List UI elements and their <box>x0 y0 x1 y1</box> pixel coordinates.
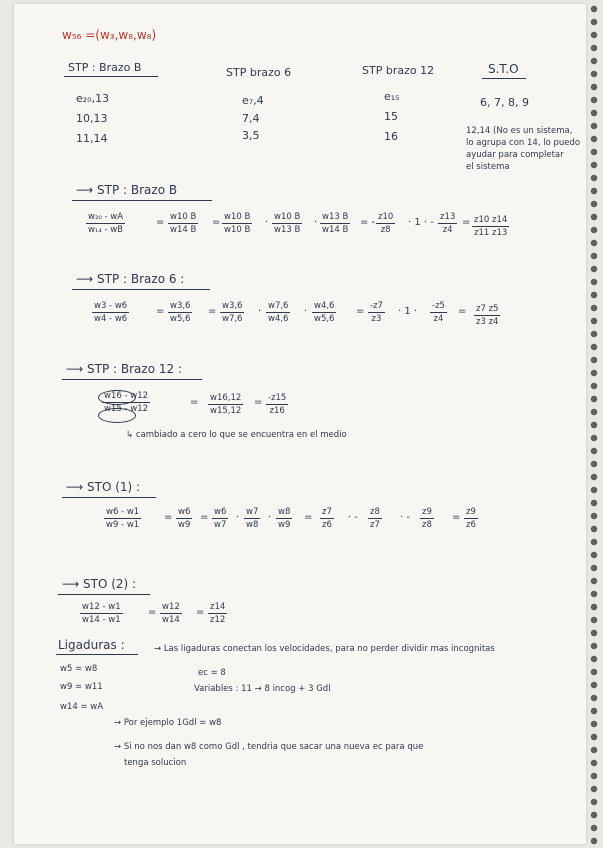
fraction: $\frac{z9}{z6}$ <box>466 507 476 530</box>
fraction: $\frac{w10 B}{w13 B}$ <box>274 212 301 235</box>
ligadura-item: w5 = w8 <box>60 664 98 674</box>
fraction: $\frac{w13 B}{w14 B}$ <box>322 212 349 235</box>
fraction: $\frac{w12 - w1}{w14 - w1}$ <box>82 602 121 625</box>
ligaduras-ec: ec = 8 <box>198 668 226 678</box>
underline <box>72 200 212 201</box>
ligadura-item: w9 = w11 <box>60 682 103 692</box>
ligaduras-arrow-text: → Las ligaduras conectan los velocidades, para no perder dividir mas incognitas <box>154 644 495 654</box>
notebook-page: w₅₆ =(w₃,w₈,w₈) STP : Brazo B STP brazo 6 STP brazo 12 S.T.O e₂₀,13 10,13 11,14 e₇,4 7,4 3,5 e₁₅ 15 16 6, 7, 8, 9 12,14 (No es un sistema, lo agrupa con 14, lo puedo ayudar para completar el sistema ⟶ STP : Brazo B $\frac{\text{w₂₀ - wA}}{\text{w₁₄ - wB}}$ = $\frac{w10 B}{w14 B}$ = $\frac{w10 B}{w10 B}$ · $\frac{w10 B}{w13 B}$ · $\frac{w13 B}{w14 B}$ = - $\frac{z10}{z8}$ · 1 · - $\frac{z13}{z4}$ = $\frac{z10 z14}{z11 z13}$ ⟶ STP : Brazo 6 : $\frac{w3 - w6}{w4 - w6}$ = $\frac{w3,6}{w5,6}$ = $\frac{w3,6}{w7,6}$ · $\frac{w7,6}{w4,6}$ · $\frac{w4,6}{w5,6}$ = $\frac{-z7}{z3}$ · 1 · $\frac{-z5}{z4}$ = $\frac{z7 z5}{z3 z4}$ ⟶ STP : Brazo 12 : $\frac{w16 - w12}{w15 - w12}$ = $\frac{w16,12}{w15,12}$ = $\frac{-z15}{z16}$ ↳ cambiado a cero lo que se encuentra en el medio ⟶ STO (1) : $\frac{w6 - w1}{w9 - w1}$ = $\frac{w6}{w9}$ = $\frac{w6}{w7}$ · $\frac{w7}{w8}$ · $\frac{w8}{w9}$ = $\frac{z7}{z6}$ · - $\frac{z8}{z7}$ · - $\frac{z9}{z8}$ = $\frac{z9}{z6}$ ⟶ STO (2) : $\frac{w12 - w1}{w14 - w1}$ = $\frac{w12}{w14}$ = $\frac{z14}{z12}$ Ligaduras : w5 = w8 w9 = w11 w14 = wA → Las ligaduras conectan los velocidades, para no perder dividir mas incognitas ec = 8 Variables : 11 → 8 incog + 3 Gdl → Por ejemplo 1Gdl = w8 → Si no nos dan w8 como Gdl , tendria que sacar una nueva ec para que tenga solucion <box>14 4 586 844</box>
fraction: $\frac{z13}{z4}$ <box>440 212 456 235</box>
ligaduras-title: Ligaduras : <box>58 638 125 652</box>
table-header-stp-b: STP : Brazo B <box>68 61 142 74</box>
table-cell: e₁₅ <box>384 90 400 103</box>
fraction: $\frac{w6 - w1}{w9 - w1}$ <box>106 507 140 530</box>
fraction: $\frac{w6}{w7}$ <box>214 507 227 530</box>
table-note-line: ayudar para completar <box>466 150 564 160</box>
fraction: $\frac{w3 - w6}{w4 - w6}$ <box>94 301 128 324</box>
section-title: ⟶ STP : Brazo B <box>76 183 178 197</box>
fraction: $\frac{z7 z5}{z3 z4}$ <box>476 304 499 327</box>
fraction: $\frac{-z7}{z3}$ <box>370 301 383 324</box>
table-cell: 15 <box>384 110 398 123</box>
ligaduras-example: → Por ejemplo 1Gdl = w8 <box>114 718 222 728</box>
underline <box>64 76 158 77</box>
fraction: $\frac{w3,6}{w7,6}$ <box>222 301 243 324</box>
fraction: $\frac{z8}{z7}$ <box>370 507 380 530</box>
table-header-stp-12: STP brazo 12 <box>362 64 435 77</box>
fraction: $\frac{w12}{w14}$ <box>162 602 180 625</box>
fraction: $\frac{z14}{z12}$ <box>210 602 226 625</box>
table-header-stp-6: STP brazo 6 <box>226 66 292 79</box>
fraction: $\frac{w7,6}{w4,6}$ <box>268 301 289 324</box>
fraction: $\frac{w16 - w12}{w15 - w12}$ <box>104 391 149 414</box>
ligaduras-final-line: → Si no nos dan w8 como Gdl , tendria que sacar una nueva ec para que <box>114 742 424 752</box>
underline <box>62 379 202 380</box>
underline <box>62 497 156 498</box>
table-cell: 7,4 <box>242 112 260 125</box>
fraction: $\frac{-z5}{z4}$ <box>432 301 445 324</box>
underline <box>72 289 210 290</box>
fraction: $\frac{w6}{w9}$ <box>178 507 191 530</box>
ligaduras-final-line: tenga solucion <box>124 758 187 768</box>
fraction: $\frac{z9}{z8}$ <box>422 507 432 530</box>
ligaduras-variables: Variables : 11 → 8 incog + 3 Gdl <box>194 684 331 694</box>
fraction: $\frac{w16,12}{w15,12}$ <box>210 393 242 416</box>
fraction: $\frac{\text{w₂₀ - wA}}{\text{w₁₄ - wB}}$ <box>87 212 124 235</box>
section-title: ⟶ STO (2) : <box>62 577 137 591</box>
table-cell: 10,13 <box>76 112 108 125</box>
table-header-sto: S.T.O <box>488 62 519 76</box>
section-title: ⟶ STO (1) : <box>66 480 141 494</box>
fraction: $\frac{w8}{w9}$ <box>278 507 291 530</box>
underline <box>58 594 150 595</box>
spiral-binding <box>585 0 603 848</box>
table-note-line: lo agrupa con 14, lo puedo <box>466 138 581 148</box>
table-cell: 6, 7, 8, 9 <box>480 96 529 109</box>
fraction: $\frac{z7}{z6}$ <box>322 507 332 530</box>
note-text: ↳ cambiado a cero lo que se encuentra en el medio <box>126 430 347 440</box>
section-title: ⟶ STP : Brazo 6 : <box>76 272 185 286</box>
fraction: $\frac{-z15}{z16}$ <box>268 393 287 416</box>
section-title: ⟶ STP : Brazo 12 : <box>66 362 182 376</box>
table-cell: e₂₀,13 <box>76 92 110 105</box>
table-cell: 11,14 <box>76 132 108 145</box>
fraction: $\frac{w4,6}{w5,6}$ <box>314 301 335 324</box>
fraction: $\frac{w7}{w8}$ <box>246 507 259 530</box>
underline <box>482 78 526 79</box>
fraction: $\frac{z10}{z8}$ <box>378 212 394 235</box>
ligadura-item: w14 = wA <box>60 702 104 712</box>
table-cell: 3,5 <box>242 129 260 142</box>
table-note-line: 12,14 (No es un sistema, <box>466 126 573 136</box>
table-cell: 16 <box>384 130 398 143</box>
fraction: $\frac{w10 B}{w14 B}$ <box>170 212 197 235</box>
table-note-line: el sistema <box>466 162 510 172</box>
header-w-expression: w₅₆ =(w₃,w₈,w₈) <box>62 28 157 42</box>
fraction: $\frac{w3,6}{w5,6}$ <box>170 301 191 324</box>
table-cell: e₇,4 <box>242 94 264 107</box>
fraction: $\frac{w10 B}{w10 B}$ <box>224 212 251 235</box>
underline <box>56 654 138 655</box>
fraction: $\frac{z10 z14}{z11 z13}$ <box>474 215 508 238</box>
